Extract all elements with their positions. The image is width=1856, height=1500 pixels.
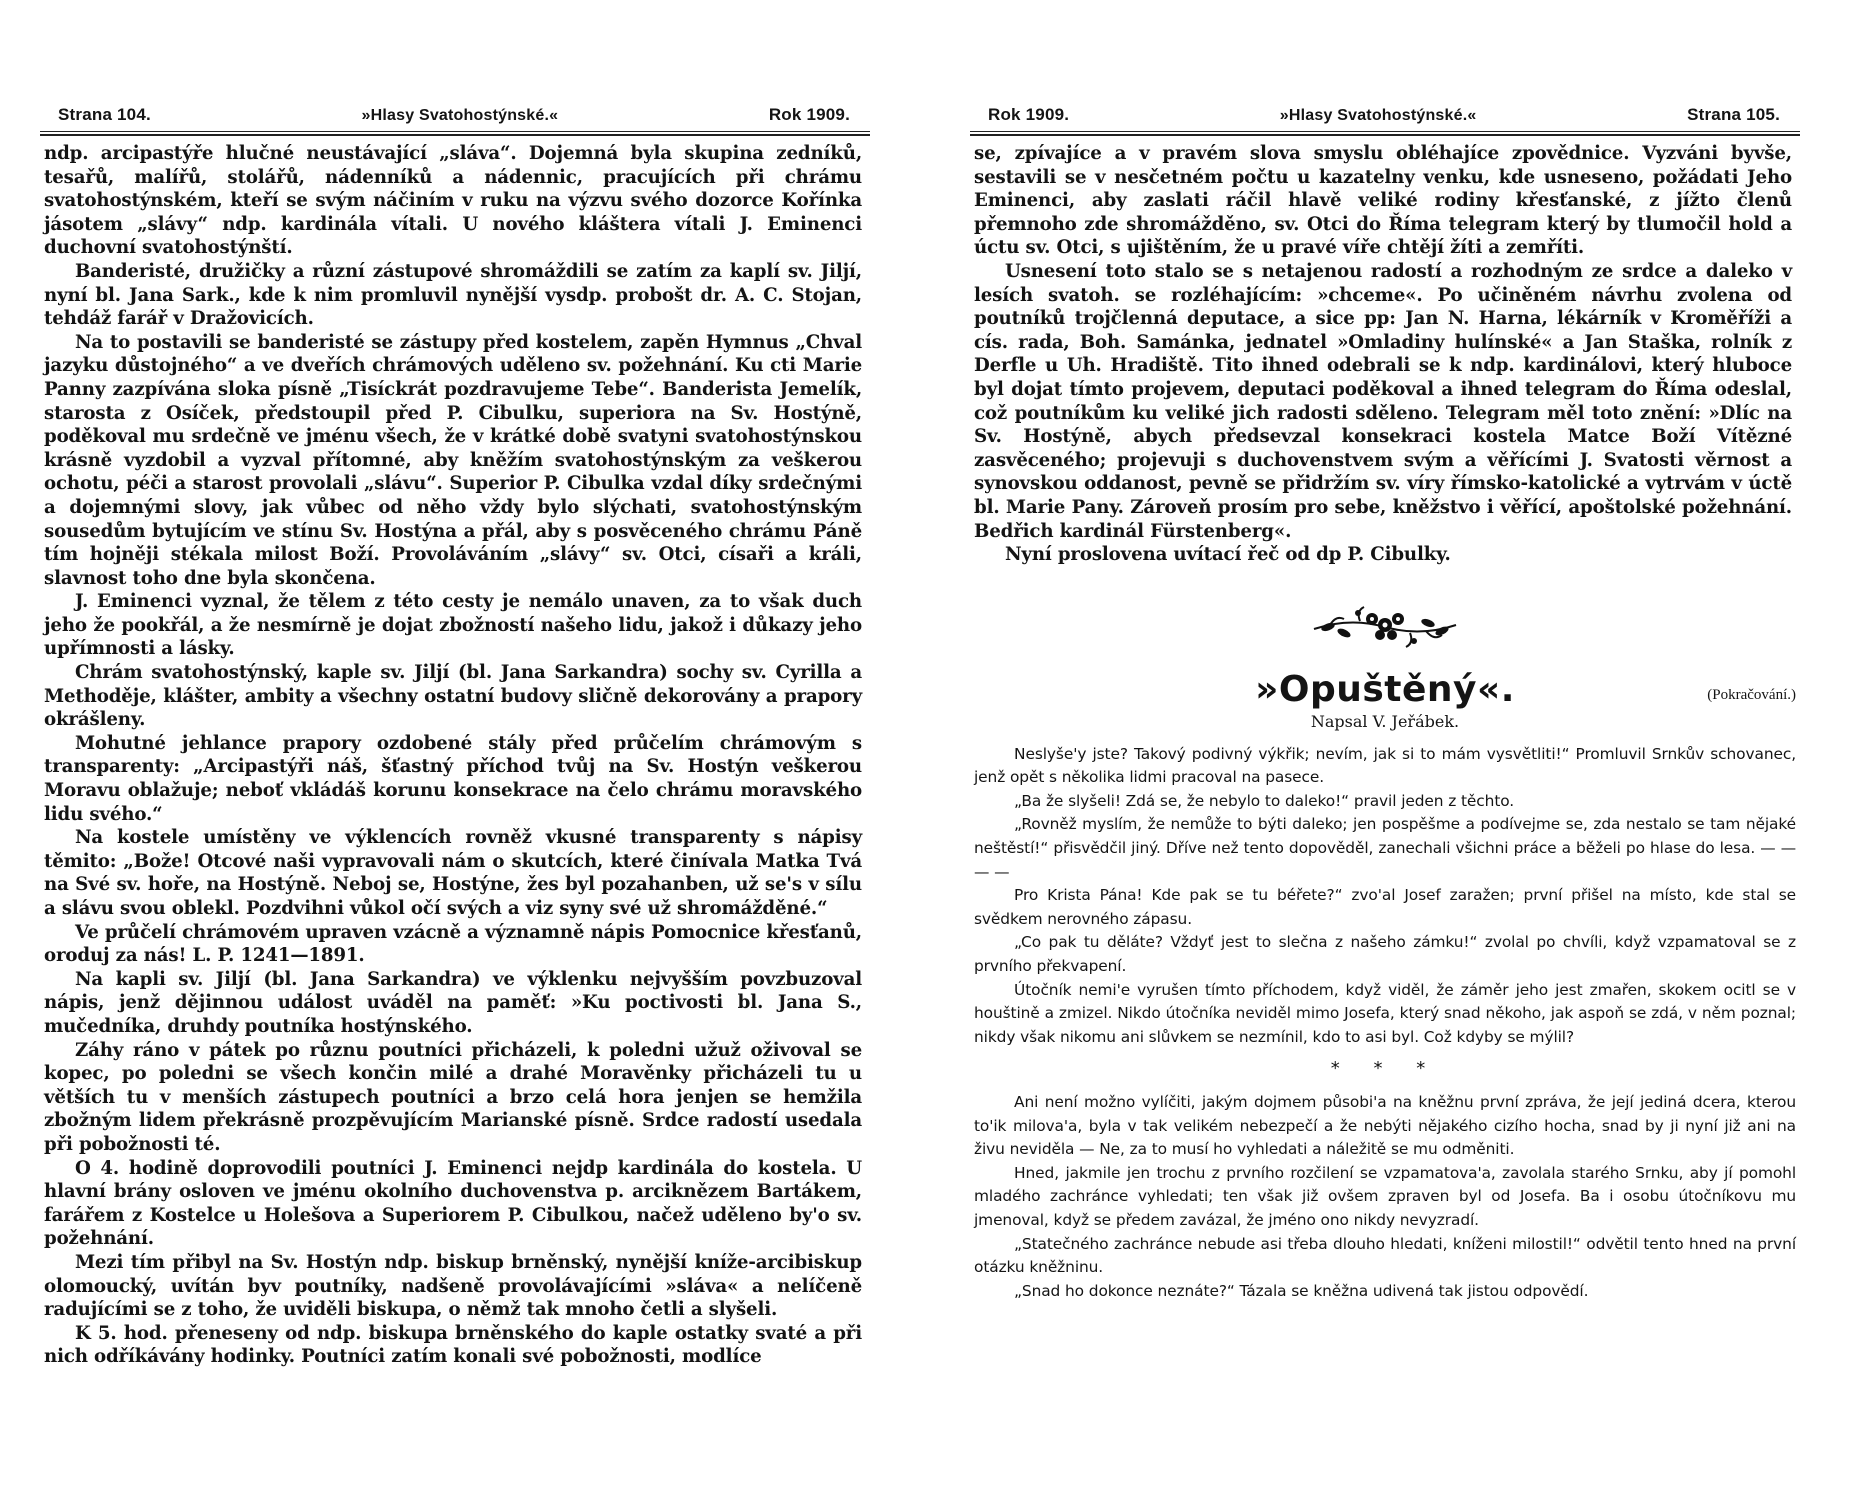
right-page: [970, 105, 1800, 1475]
left-page: [40, 105, 870, 1475]
paragraph: Mezi tím přibyl na Sv. Hostýn ndp. biskup brněnský, nynější kníže-arcibiskup olomoucký, uvítán byv poutníky, nadšeně provolávajícími »sláva« a nelíčeně radujícími se z toho, že uviděli biskupa, o němž tak mnoho četli a slyšeli.: [44, 1251, 862, 1321]
paragraph: O 4. hodině doprovodili poutníci J. Eminenci nejdp kardinála do kostela. U hlavní brány osloven ve jménu okolního duchovenstva p. arciknězem Bartákem, farářem z Kostelce u Holešova a Superiorem P. Cibulkou, načež uděleno by'o sv. požehnání.: [44, 1157, 862, 1250]
article-title: »Opuštěný«.: [1255, 668, 1515, 710]
right-page-text: [970, 142, 1792, 567]
paragraph: Mohutné jehlance prapory ozdobené stály před průčelím chrámovým s transparenty: „Arcipastýři náš, šťastný příchod tvůj na Sv. Hostýn veškerou Moravu oblažuje; neboť vkládáš korunu konsekrace na čelo chrámu moravského lidu svého.“: [44, 732, 862, 825]
paragraph: J. Eminenci vyznal, že tělem z této cesty je nemálo unaven, za to však duch jeho že pookřál, a že nesmírně je dojat zbožností našeho lidu, jakož i důkazy jeho upřímnosti a lásky.: [44, 591, 862, 660]
section-asterism: * * *: [1330, 1058, 1440, 1080]
article-body: [970, 743, 1800, 1304]
paragraph: Útočník nemi'e vyrušen tímto příchodem, když viděl, že záměr jeho jest zmařen, skokem ocitl se v houštině a zmizel. Nikdo útočníka neviděl mimo Josefa, který snad někoho, jak aspoň se zdá, v něm poznal; nikdy však nikomu ani slůvkem se nezmínil, kdo to asi byl. Což kdyby se mýlil?: [974, 980, 1796, 1046]
left-page-year: Rok 1909.: [768, 105, 850, 124]
left-page-number: Strana 104.: [58, 105, 151, 124]
paragraph: „Snad ho dokonce neznáte?“ Tázala se kněžna udivená tak jistou odpovědí.: [1014, 1281, 1589, 1300]
paragraph: Hned, jakmile jen trochu z prvního rozčilení se vzpamatova'a, zavolala starého Srnku, aby jí pomohl mladého zachránce vyhledati; ten však již ovšem zpraven byl od Josefa. Ba i osobu útočníkovu mu jmenoval, když se předem zavázal, že jméno ono nikdy nevyzradí.: [974, 1163, 1796, 1229]
paragraph: K 5. hod. přeneseny od ndp. biskupa brněnského do kaple ostatky svaté a při nich odříkávány hodinky. Poutníci zatím konali své pobožnosti, modlíce: [44, 1322, 862, 1368]
paragraph: Pro Krista Pána! Kde pak se tu béřete?“ zvo'al Josef zaražen; první přišel na místo, kde stal se svědkem nerovného zápasu.: [974, 886, 1796, 928]
paragraph: Neslyše'y jste? Takový podivný výkřik; nevím, jak si to mám vysvětliti!“ Promluvil Srnkův schovanec, jenž opět s několika lidmi pracoval na pasece.: [974, 744, 1796, 787]
paragraph: Na kapli sv. Jiljí (bl. Jana Sarkandra) ve výklenku nejvyšším povzbuzoval nápis, jenž dějinnou událost uváděl na paměť: »Ku poctivosti bl. Jana S., mučedníka, druhdy poutníka hostýnského.: [44, 968, 862, 1037]
left-page-header: [40, 105, 870, 131]
floral-ornament: [970, 603, 1800, 653]
right-page-number: Strana 105.: [1687, 105, 1780, 124]
paragraph: „Ba že slyšeli! Zdá se, že nebylo to daleko!“ pravil jeden z těchto.: [1014, 791, 1515, 810]
paragraph: Usnesení toto stalo se s netajenou radostí a rozhodným ze srdce a daleko v lesích svatoh. se rozléhajícím: »chceme«. Po učiněném návrhu zvolena od poutníků trojčlenná deputace, a sice pp: Jan N. Harna, lékárník v Kroměříži a cís. rada, Boh. Samánka, jednatel »Omladiny hulínské« a Jan Staška, rolník z Derfle u Uh. Hradiště. Tito ihned odebrali se k ndp. kardinálovi, který hluboce byl dojat tímto projevem, deputaci poděkoval a ihned telegram do Říma odeslal, což poutníkům ku veliké jich radosti sděleno. Telegram měl toto znění: »Dlíc na Sv. Hostýně, abych předsevzal konsekraci kostela Matce Boží Vítězné zasvěceného; projevuji s duchovenstvem svým a věřícími J. Svatosti věrnost a synovskou oddanost, pevně se přidržím sv. víry římsko-katolické a vytrvám v úctě bl. Marie Pany. Zároveň prosím pro sebe, kněžstvo i věřící, apoštolské požehnání. Bedřich kardinál Fürstenberg«.: [974, 260, 1792, 542]
paragraph: Nyní proslovena uvítací řeč od dp P. Cibulky.: [1004, 544, 1451, 566]
right-header-rule: [970, 131, 1800, 136]
paragraph: Ani není možno vylíčiti, jakým dojmem působi'a na kněžnu první zpráva, že její jediná dcera, kterou to'ik milova'a, byla v tak velikém nebezpečí a že nebýti nějakého cizího hocha, snad by ji nyní již ani na živu neviděla — Ne, za to musí ho vyhledati a náležitě se mu odměniti.: [974, 1093, 1796, 1159]
left-header-rule: [40, 131, 870, 136]
paragraph: Chrám svatohostýnský, kaple sv. Jiljí (bl. Jana Sarkandra) sochy sv. Cyrilla a Methoděje, klášter, ambity a všechny ostatní budovy sličně dekorovány a prapory okrášleny.: [44, 662, 862, 731]
continuation-note: (Pokračování.): [1707, 686, 1796, 703]
right-running-title: »Hlasy Svatohostýnské.«: [1279, 107, 1477, 124]
right-page-header: [970, 105, 1800, 131]
left-running-title: »Hlasy Svatohostýnské.«: [361, 107, 559, 124]
left-page-text: [40, 142, 862, 1369]
paragraph: Ve průčelí chrámovém upraven vzácně a významně nápis Pomocnice křesťanů, oroduj za nás! L. P. 1241—1891.: [44, 921, 862, 967]
paragraph: Na to postavili se banderisté se zástupy před kostelem, zapěn Hymnus „Chval jazyku důstojného“ a ve dveřích chrámových uděleno sv. požehnání. Ku cti Marie Panny zazpívána sloka písně „Tisíckrát pozdravujeme Tebe“. Banderista Jemelík, starosta z Osíček, předstoupil před P. Cibulku, superiora na Sv. Hostýně, poděkoval mu srdečně ve jménu všech, že v krátké době svatyni svatohostýnskou krásně vyzdobil a vyzval přítomné, aby kněžím svatohostýnským za veškerou ochotu, péči a starost provolali „slávu“. Superior P. Cibulka vzdal díky srdečnými a dojemnými slovy, jak vůbec od něho vždy bylo slýchati, svatohostýnským sousedům bytujícím ve stínu Sv. Hostýna a přál, aby s posvěceného chrámu Páně tím hojněji stékala milost Boží. Provoláváním „slávy“ sv. Otci, císaři a králi, slavnost toho dne byla skončena.: [44, 331, 862, 589]
right-page-year: Rok 1909.: [988, 105, 1070, 124]
paragraph: ndp. arcipastýře hlučné neustávající „sláva“. Dojemná byla skupina zedníků, tesařů, malířů, stolářů, nádenníků a nádennic, pracujících při chrámu svatohostýnském, kteří se svým náčiním v ruku na výzvu svého dozorce Kořínka jásotem „slávy“ ndp. kardinála vítali. U nového kláštera vítali J. Eminenci duchovní svatohostýnští.: [44, 143, 862, 259]
paragraph: „Co pak tu děláte? Vždyť jest to slečna z našeho zámku!“ zvolal po chvíli, když vzpamatoval se z prvního překvapení.: [974, 933, 1796, 976]
paragraph: se, zpívajíce a v pravém slova smyslu obléhajíce zpovědnice. Vyzváni byvše, sestavili se v nesčetném počtu u kazatelny venku, kde usneseno, požádati Jeho Eminenci, aby zaslati ráčil hlavě veliké rodiny křesťanské, z jížto členů přemnoho zde shromážděno, sv. Otci do Říma telegram který by tlumočil hold a úctu sv. Otci, s ujištěním, že u pravé víře chtějí žíti a zemříti.: [974, 143, 1792, 259]
paragraph: „Rovněž myslím, že nemůže to býti daleko; jen pospěšme a podívejme se, zda nestalo se tam nějaké neštěstí!“ přisvědčil jiný. Dříve než tento dopověděl, zanechali všichni práce a běželi po hlase do lesa. — — — —: [974, 815, 1796, 881]
paragraph: Na kostele umístěny ve výklencích rovněž vkusné transparenty s nápisy těmito: „Bože! Otcové naši vypravovali nám o skutcích, které činívala Matka Tvá na Své sv. hoře, na Hostýně. Neboj se, Hostýne, žes byl pozahanben, už se's v sílu a slávu svou oblekl. Pozdvihni vůkol očí svých a viz syny své už shromážděné.“: [44, 827, 862, 919]
floral-vignette-icon: [1310, 603, 1460, 649]
paragraph: „Statečného zachránce nebude asi třeba dlouho hledati, kníženi milostil!“ odvětil tento hned na první otázku kněžninu.: [974, 1234, 1796, 1277]
article-heading: [970, 669, 1800, 710]
paragraph: Banderisté, družičky a různí zástupové shromáždili se zatím za kaplí sv. Jiljí, nyní bl. Jana Sark., kde k nim promluvil nynější vysdp. probošt dr. A. C. Stojan, tehdáž farář v Dražovicích.: [44, 260, 862, 330]
article-byline: Napsal V. Jeřábek.: [1310, 711, 1460, 731]
paragraph: Záhy ráno v pátek po různu poutníci přicházeli, k poledni užuž oživoval se kopec, po poledni se všech končin milé a drahé Moravěnky přicházeli tu u větších tu v menších zástupech poutníci a brzo celá hora jenjen se hemžila zbožným lidem překrásně prozpěvujícím Marianské písně. Srdce radostí usedala při pobožnosti té.: [44, 1039, 862, 1155]
